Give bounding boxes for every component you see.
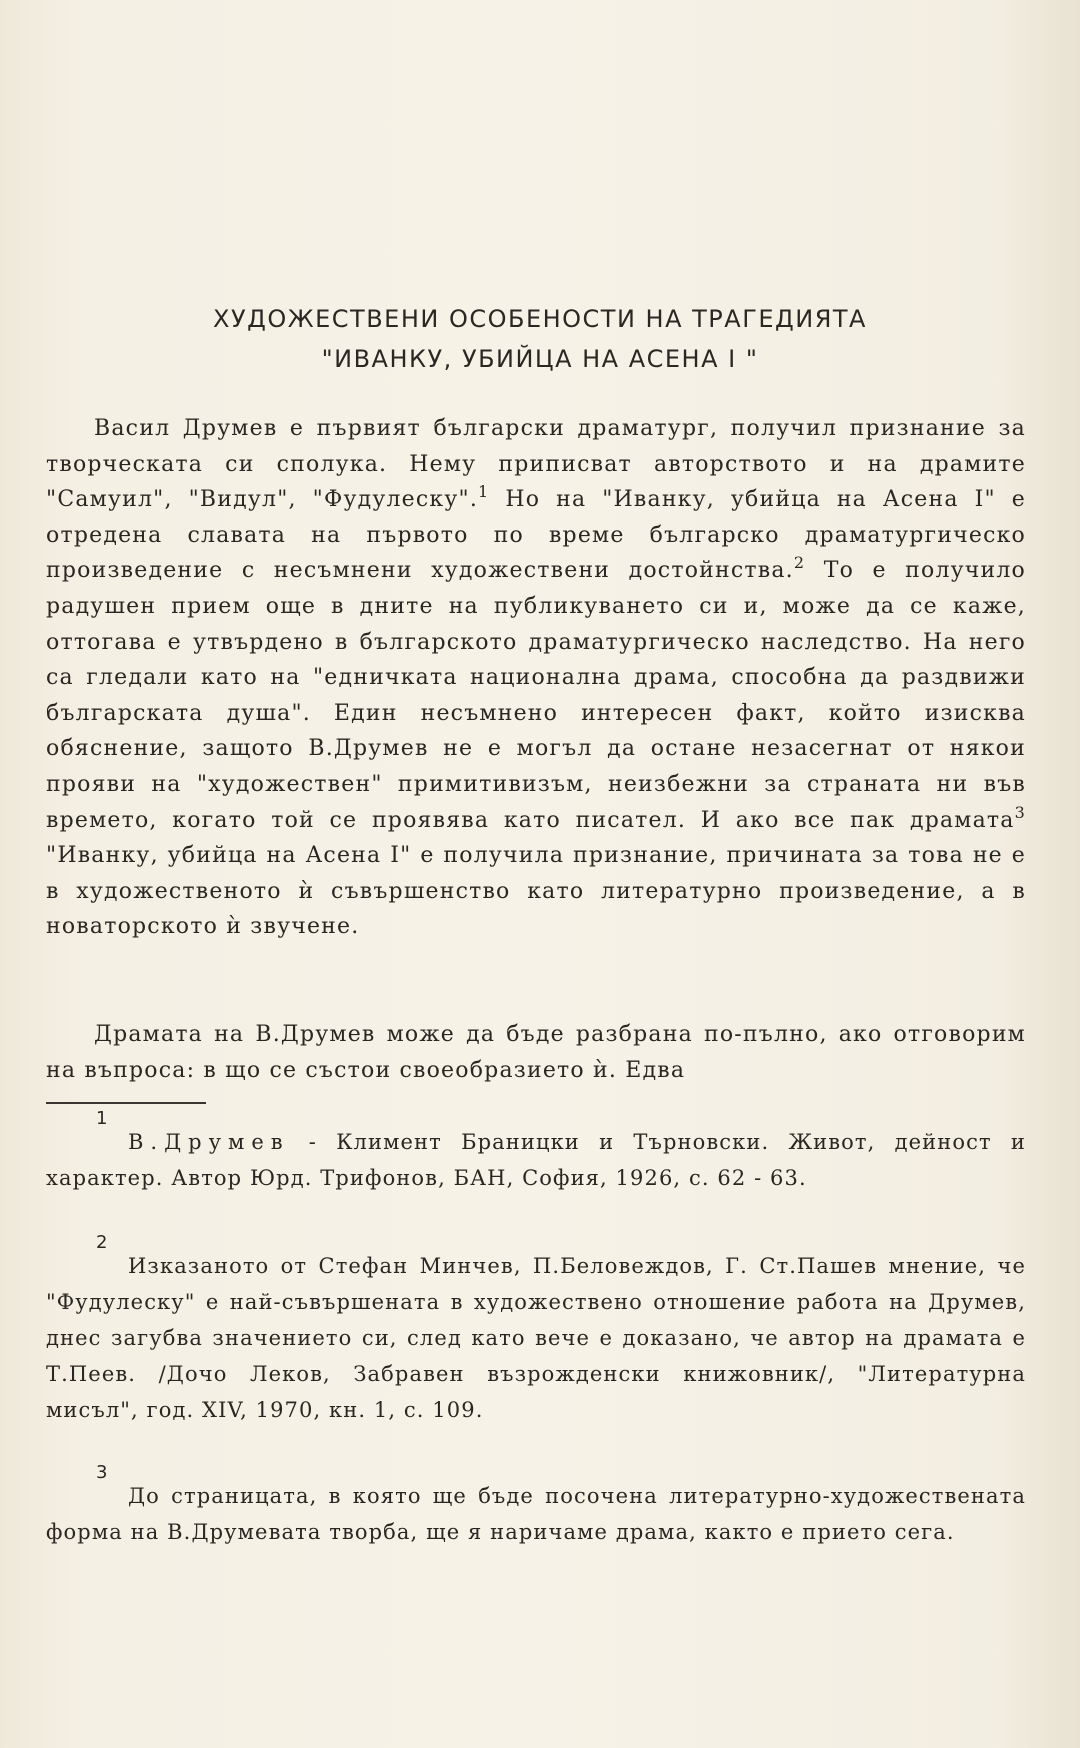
footnote-separator — [46, 1102, 206, 1104]
main-text-part-4: "Иванку, убийца на Асена I" е получила признание, причината за това не е в художественото ѝ съвършенство като литературно произведение, а в новаторското ѝ звучене. — [46, 843, 1026, 940]
footnote-ref-2: 2 — [793, 553, 806, 573]
footnote-1-author: В.Друмев — [128, 1130, 290, 1154]
footnote-3 — [46, 1478, 1026, 1550]
footnote-2-text: Изказаното от Стефан Минчев, П.Беловеждов, Г. Ст.Пашев мнение, че "Фудулеску" е най-съвършената в художествено отношение работа на Друмев, днес загубва значението си, след като вече е доказано, че автор на драмата е Т.Пеев. /Дочо Леков, Забравен възрожденски книжовник/, "Литературна мисъл", год. XIV, 1970, кн. 1, с. 109. — [46, 1254, 1026, 1422]
footnote-ref-3: 3 — [1014, 802, 1026, 822]
footnote-3-number: 3 — [96, 1462, 108, 1483]
footnote-ref-1: 1 — [478, 482, 490, 502]
footnote-1-text: - Климент Браницки и Търновски. Живот, дейност и характер. Автор Юрд. Трифонов, БАН, София, 1926, с. 62 - 63. — [46, 1130, 1026, 1190]
main-text-part-2: Но на "Иванку, убийца на Асена I" е отредена славата на първото по време българско драматургическо произведение с несъмнени художествени достойнства. — [46, 487, 1027, 584]
footnote-2 — [46, 1248, 1026, 1428]
footnote-2-number: 2 — [96, 1232, 108, 1253]
footnote-3-text: До страницата, в която ще бъде посочена литературно-художествената форма на В.Друмевата творба, ще я наричаме драма, както е прието сега. — [46, 1484, 1026, 1544]
second-paragraph — [46, 1017, 1026, 1088]
footnote-1-number: 1 — [96, 1108, 108, 1129]
title-line-1: ХУДОЖЕСТВЕНИ ОСОБЕНОСТИ НА ТРАГЕДИЯТА — [213, 305, 867, 333]
title-line-2: "ИВАНКУ, УБИЙЦА НА АСЕНА I " — [321, 345, 759, 373]
main-text-part-3: То е получило радушен прием още в дните на публикуването си и, може да се каже, оттогава е утвърдено в българското драматургическо наследство. На него са гледали като на "едничката национална драма, способна да раздвижи българската душа". Един несъмнено интересен факт, който изисква обяснение, защото В.Друмев не е могъл да остане незасегнат от някои прояви на "художествен" примитивизъм, неизбежни за страната ни във времето, когато той се проявява като писател. И ако все пак драмата — [46, 558, 1026, 833]
footnote-1 — [46, 1124, 1026, 1196]
main-text-part-1: Васил Друмев е първият български драматург, получил признание за творческата си сполука. Нему приписват авторството и на драмите "Самуил", "Видул", "Фудулеску". — [46, 416, 1026, 513]
second-paragraph-text: Драмата на В.Друмев може да бъде разбрана по-пълно, ако отговорим на въпроса: в що се състои своеобразието ѝ. Едва — [46, 1022, 1026, 1083]
main-paragraph — [46, 411, 1026, 945]
